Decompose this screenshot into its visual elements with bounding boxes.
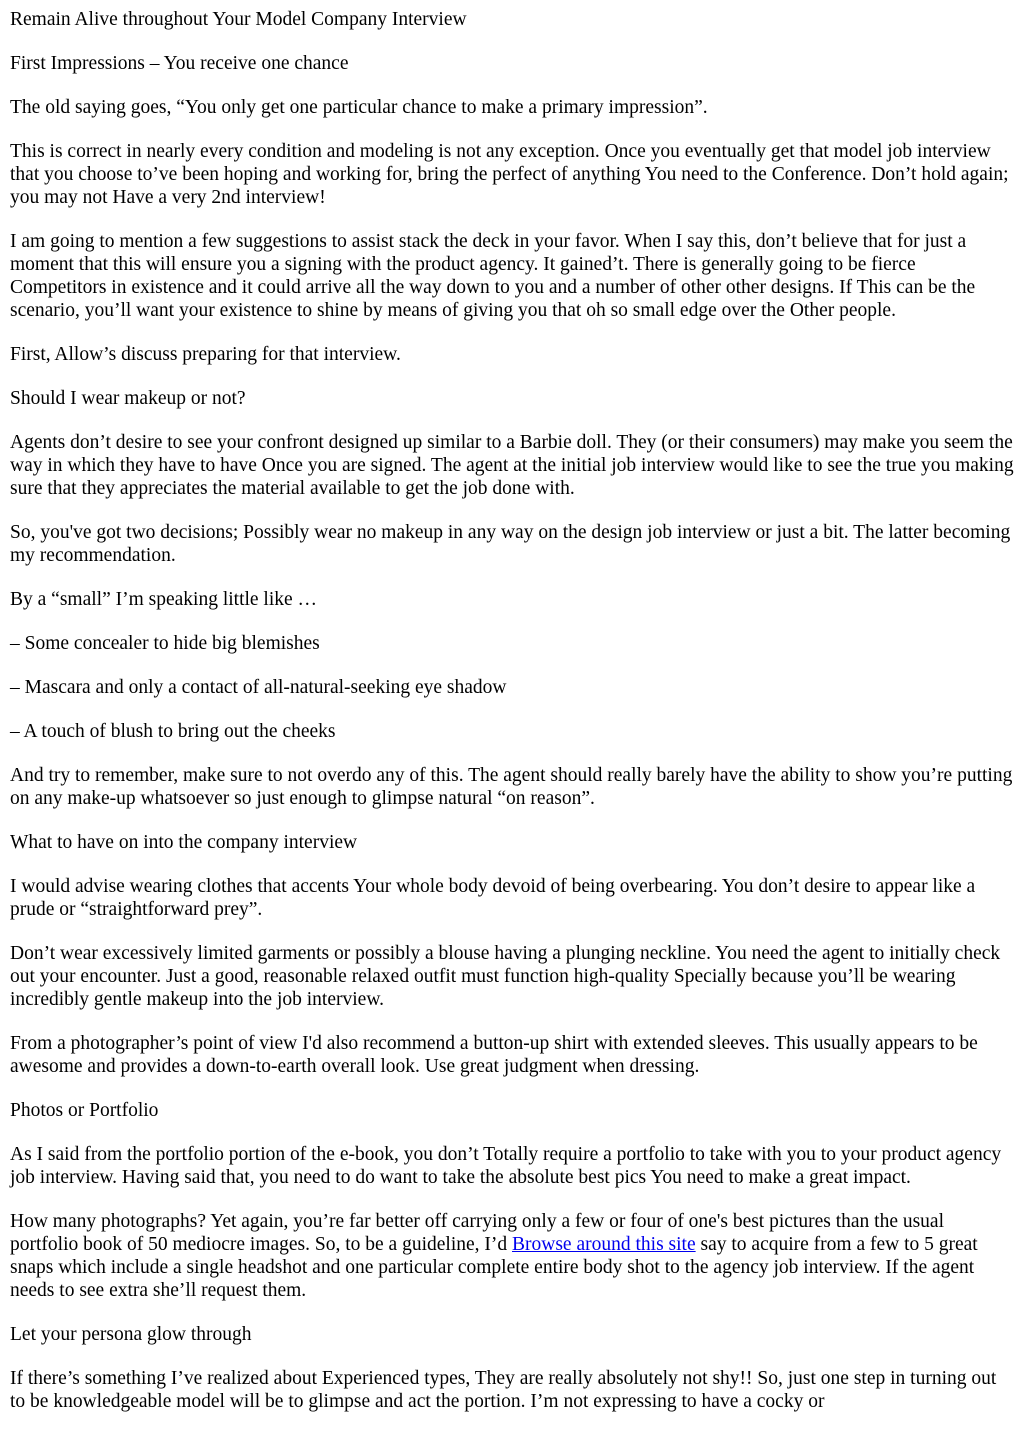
paragraph: Don’t wear excessively limited garments or possibly a blouse having a plunging neckline. You need the agent to initially check out your encounter. Just a good, reasonable relaxed outfit must function high-quality Specially because you’ll be wearing incredibly gentle makeup into the job interview. (10, 943, 1001, 1010)
document-title: Remain Alive throughout Your Model Company Interview (10, 9, 467, 30)
section-heading-what-to-wear: What to have on into the company interview (10, 832, 358, 853)
paragraph: I am going to mention a few suggestions to assist stack the deck in your favor. When I say this, don’t believe that for just a moment that this will ensure you a signing with the product agency. It gained’t. There is generally going to be fierce Competitors in existence and it could arrive all the way down to you and a number of other other designs. If This can be the scenario, you’ll want your existence to shine by means of giving you that oh so small edge over the Other people. (10, 231, 976, 321)
paragraph: The old saying goes, “You only get one particular chance to make a primary impression”. (10, 97, 708, 118)
paragraph-with-link (10, 1210, 1014, 1302)
section-heading-first-impressions: First Impressions – You receive one chance (10, 53, 349, 74)
section-heading-makeup: Should I wear makeup or not? (10, 388, 246, 409)
paragraph: I would advise wearing clothes that accents Your whole body devoid of being overbearing. You don’t desire to appear like a prude or “straightforward prey”. (10, 876, 976, 920)
paragraph: So, you've got two decisions; Possibly wear no makeup in any way on the design job interview or just a bit. The latter becoming my recommendation. (10, 522, 1011, 566)
paragraph: If there’s something I’ve realized about Experienced types, They are really absolutely not shy!! So, just one step in turning out to be knowledgeable model will be to glimpse and act the portion. I’m not expressing to have a cocky or (10, 1368, 997, 1412)
paragraph: As I said from the portfolio portion of the e-book, you don’t Totally require a portfolio to take with you to your product agency job interview. Having said that, you need to do want to take the absolute best pics You need to make a great impact. (10, 1144, 1002, 1188)
list-item: – Mascara and only a contact of all-natural-seeking eye shadow (10, 677, 507, 698)
paragraph: From a photographer’s point of view I'd also recommend a button-up shirt with extended sleeves. This usually appears to be awesome and provides a down-to-earth overall look. Use great judgment when dressing. (10, 1033, 978, 1077)
paragraph-text-before-link: How many photographs? Yet again, you’re far better off carrying only a few or four of one's best pictures than the usual portfolio book of 50 mediocre images. So, to be a guideline, I’d (10, 1211, 945, 1255)
paragraph-text-after-link: say to acquire from a few to 5 great snaps which include a single headshot and one particular complete entire body shot to the agency job interview. If the agent needs to see extra she’ll request them. (10, 1234, 978, 1301)
paragraph: Agents don’t desire to see your confront designed up similar to a Barbie doll. They (or their consumers) may make you seem the way in which they have to have Once you are signed. The agent at the initial job interview would like to see the true you making sure that they appreciates the material available to get the job done with. (10, 432, 1014, 499)
section-heading-photos: Photos or Portfolio (10, 1100, 159, 1121)
list-item: – A touch of blush to bring out the cheeks (10, 721, 336, 742)
paragraph: This is correct in nearly every condition and modeling is not any exception. Once you eventually get that model job interview that you choose to’ve been hoping and working for, bring the perfect of anything You need to the Conference. Don’t hold again; you may not Have a very 2nd interview! (10, 141, 1009, 208)
paragraph: By a “small” I’m speaking little like … (10, 589, 318, 610)
section-heading-personality: Let your persona glow through (10, 1324, 252, 1345)
browse-site-link[interactable]: Browse around this site (512, 1234, 696, 1255)
paragraph: And try to remember, make sure to not overdo any of this. The agent should really barely have the ability to show you’re putting on any make-up whatsoever so just enough to glimpse natural “on reason”. (10, 765, 1013, 809)
paragraph: First, Allow’s discuss preparing for that interview. (10, 344, 401, 365)
list-item: – Some concealer to hide big blemishes (10, 633, 320, 654)
